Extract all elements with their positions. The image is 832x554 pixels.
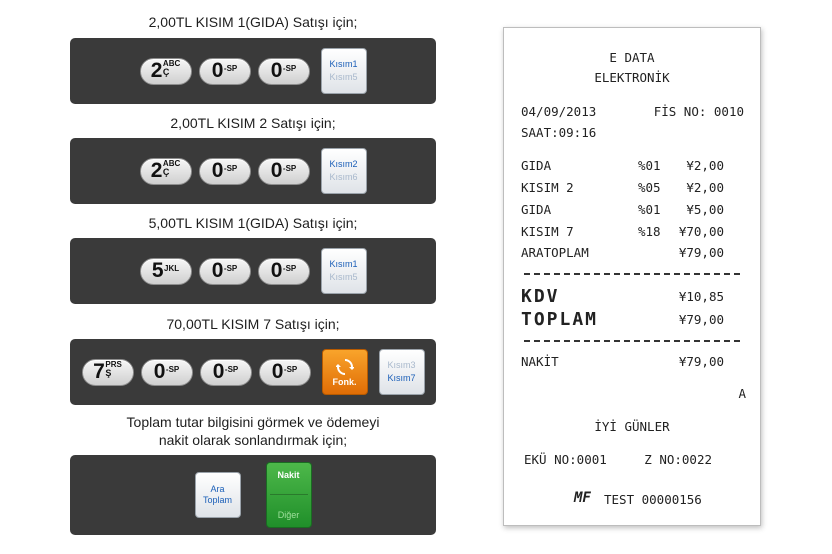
step4-keypad-panel [70, 339, 436, 405]
receipt-item-vat: %18 [638, 224, 661, 239]
key-label: 0 [211, 259, 223, 282]
receipt-item-amount: ¥5,00 [686, 202, 724, 217]
key-label: 0 [153, 360, 165, 383]
diger-label: Diğer [277, 509, 300, 520]
receipt-serial: TEST 00000156 [604, 492, 702, 507]
final-caption-line1: Toplam tutar bilgisini görmek ve ödemeyi [126, 414, 380, 430]
receipt-item-amount: ¥2,00 [686, 158, 724, 173]
receipt-date: 04/09/2013 [521, 104, 597, 119]
ara-label: Ara [210, 484, 225, 494]
receipt-farewell: İYİ GÜNLER [594, 419, 670, 434]
receipt [503, 27, 761, 526]
key-0[interactable] [200, 359, 252, 386]
key-2[interactable] [140, 58, 192, 85]
receipt-kdv-label: KDV [521, 286, 560, 307]
key-label: 5 [151, 259, 164, 282]
key-0[interactable] [199, 158, 251, 185]
receipt-time: SAAT:09:16 [521, 125, 597, 140]
key-sup: ABC [162, 159, 181, 168]
receipt-eku-no: EKÜ NO:0001 [524, 452, 607, 467]
toplam-label: Toplam [202, 495, 232, 505]
nakit-divider [270, 494, 308, 495]
dept-key-kisim1[interactable] [321, 48, 367, 94]
key-sup: -SP [223, 63, 238, 73]
final-keypad-panel [70, 455, 436, 535]
receipt-total-label: TOPLAM [521, 309, 599, 330]
key-label: 0 [211, 159, 223, 182]
fonk-button[interactable] [322, 349, 368, 395]
receipt-item-vat: %05 [638, 180, 661, 195]
dept-key-primary: Kısım1 [329, 59, 358, 69]
key-label: 0 [271, 360, 283, 383]
key-7[interactable] [82, 359, 134, 386]
receipt-item-vat: %01 [638, 202, 661, 217]
receipt-total: ¥79,00 [678, 312, 724, 327]
key-label: 0 [270, 59, 282, 82]
receipt-header2: ELEKTRONİK [594, 70, 670, 85]
step2-keypad-panel [70, 138, 436, 204]
receipt-item-name: GIDA [521, 202, 552, 217]
receipt-item-name: KISIM 7 [521, 224, 574, 239]
mf-logo: MF [574, 490, 591, 506]
receipt-fis-no: FİS NO: 0010 [653, 104, 744, 119]
dept-key-primary: Kısım7 [387, 373, 416, 383]
key-0[interactable] [258, 158, 310, 185]
step4-caption: 70,00TL KISIM 7 Satışı için; [166, 316, 340, 332]
receipt-item-name: GIDA [521, 158, 552, 173]
key-0[interactable] [258, 258, 310, 285]
receipt-subtotal-label: ARATOPLAM [521, 245, 589, 260]
key-2[interactable] [140, 158, 192, 185]
key-0[interactable] [259, 359, 311, 386]
receipt-kdv: ¥10,85 [678, 289, 724, 304]
key-sup: ABC [162, 59, 181, 68]
receipt-cash-label: NAKİT [521, 354, 559, 369]
receipt-item-name: KISIM 2 [521, 180, 574, 195]
dept-key-secondary: Kısım5 [329, 272, 358, 282]
receipt-item-amount: ¥70,00 [678, 224, 724, 239]
nakit-label: Nakit [277, 470, 300, 481]
step3-keypad-panel [70, 238, 436, 304]
dept-key-secondary: Kısım3 [387, 360, 416, 370]
key-sup: -SP [165, 364, 180, 374]
dept-key-kisim1[interactable] [321, 248, 367, 294]
dept-key-primary: Kısım1 [329, 259, 358, 269]
step3-caption: 5,00TL KISIM 1(GIDA) Satışı için; [148, 215, 358, 231]
dept-key-kisim2[interactable] [321, 148, 367, 194]
dept-key-primary: Kısım2 [329, 159, 358, 169]
receipt-cash: ¥79,00 [678, 354, 724, 369]
key-sup: -SP [223, 163, 238, 173]
key-label: 0 [270, 159, 282, 182]
dept-key-secondary: Kısım6 [329, 172, 358, 182]
receipt-divider [524, 340, 740, 342]
receipt-item-vat: %01 [638, 158, 661, 173]
key-label: 2 [150, 59, 162, 82]
key-bot: Ç [162, 67, 170, 77]
step1-caption: 2,00TL KISIM 1(GIDA) Satışı için; [148, 14, 358, 30]
key-0[interactable] [199, 58, 251, 85]
key-label: 2 [150, 159, 162, 182]
receipt-header1: E DATA [609, 50, 655, 65]
nakit-button[interactable] [266, 462, 312, 528]
key-sup: -SP [282, 63, 297, 73]
key-sup: JKL [164, 263, 180, 273]
key-label: 0 [212, 360, 224, 383]
receipt-item-amount: ¥2,00 [686, 180, 724, 195]
key-sup: -SP [224, 364, 239, 374]
step2-caption: 2,00TL KISIM 2 Satışı için; [170, 115, 336, 131]
dept-key-secondary: Kısım5 [329, 72, 358, 82]
key-0[interactable] [141, 359, 193, 386]
receipt-divider [524, 273, 740, 275]
key-sup: -SP [283, 364, 298, 374]
key-sup: -SP [223, 263, 238, 273]
key-sup: PRS [105, 360, 122, 369]
receipt-subtotal: ¥79,00 [678, 245, 724, 260]
key-sup: -SP [282, 263, 297, 273]
key-bot: Ç [162, 167, 170, 177]
receipt-mark: A [738, 386, 746, 401]
key-bot: Ş [105, 368, 112, 378]
fonk-label: Fonk. [332, 376, 357, 387]
key-sup: -SP [282, 163, 297, 173]
ara-toplam-button[interactable] [195, 472, 241, 518]
key-label: 7 [93, 360, 105, 383]
key-5[interactable] [140, 258, 192, 285]
key-0[interactable] [258, 58, 310, 85]
dept-key-kisim7[interactable] [379, 349, 425, 395]
final-caption-line2: nakit olarak sonlandırmak için; [158, 432, 348, 448]
key-label: 0 [211, 59, 223, 82]
refresh-icon [336, 358, 354, 376]
step1-keypad-panel [70, 38, 436, 104]
receipt-z-no: Z NO:0022 [644, 452, 712, 467]
key-0[interactable] [199, 258, 251, 285]
key-label: 0 [270, 259, 282, 282]
